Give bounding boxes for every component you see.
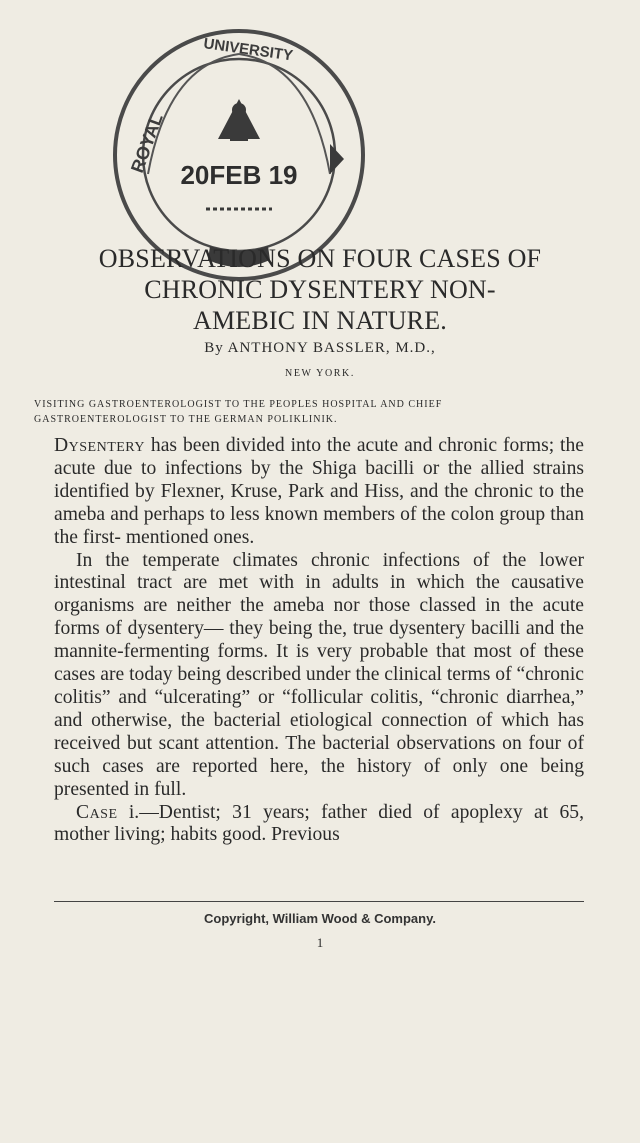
paragraph-3-lead: Case [76,801,118,823]
stamp-date-text: 20FEB 19 [180,160,298,190]
title-line-2: CHRONIC DYSENTERY NON- [144,275,496,304]
author-affiliation [34,397,608,427]
stamp-emblem-icon [218,99,260,141]
paragraph-1 [54,435,584,550]
article-title [0,243,640,336]
paragraph-2: In the temperate climates chronic infections of the lower intestinal tract are met with in adults in which the causative organisms are neither the ameba nor those classed in the acute forms of dysentery— they being the, true dysentery bacilli and the mannite-fermenting forms. It is very probable that most of these cases are today being described under the clinical terms of “chronic colitis” and “ulcerating” or “follicular colitis, “chronic diarrhea,” and otherwise, the bacterial etiological connection of which has received but scant attention. The bacterial observations on four of such cases are reported here, the history of only one being presented in full. [54,549,584,800]
title-line-1: OBSERVATIONS ON FOUR CASES OF [98,244,542,273]
paragraph-1-text: has been divided into the acute and chronic forms; the acute due to infections by the Shiga bacilli or the allied strains identified by Flexner, Kruse, Park and Hiss, and the chronic to the ameba and perhaps to less known members of the colon group than the first- mentioned ones. [54,435,584,548]
affiliation-line-1: VISITING GASTROENTEROLOGIST TO THE PEOPLES HOSPITAL AND CHIEF [34,399,443,410]
paragraph-3-text: i.—Dentist; 31 years; father died of apoplexy at 65, mother living; habits good. Previous [54,801,584,846]
title-line-3: AMEBIC IN NATURE. [192,306,447,335]
stamp-top-text: UNIVERSITY [202,35,294,65]
author-byline: By ANTHONY BASSLER, M.D., [204,340,436,356]
stamp-left-text: ROYAL [126,110,167,176]
paragraph-1-lead: Dysentery [54,435,145,456]
paragraph-3 [54,802,584,848]
author-city: NEW YORK. [285,368,355,379]
page-number: 1 [316,935,324,950]
copyright-notice: Copyright, William Wood & Company. [204,911,436,926]
footer-divider [54,901,584,902]
article-body [54,435,584,847]
affiliation-line-2: GASTROENTEROLOGIST TO THE GERMAN POLIKLINIK. [34,414,338,425]
